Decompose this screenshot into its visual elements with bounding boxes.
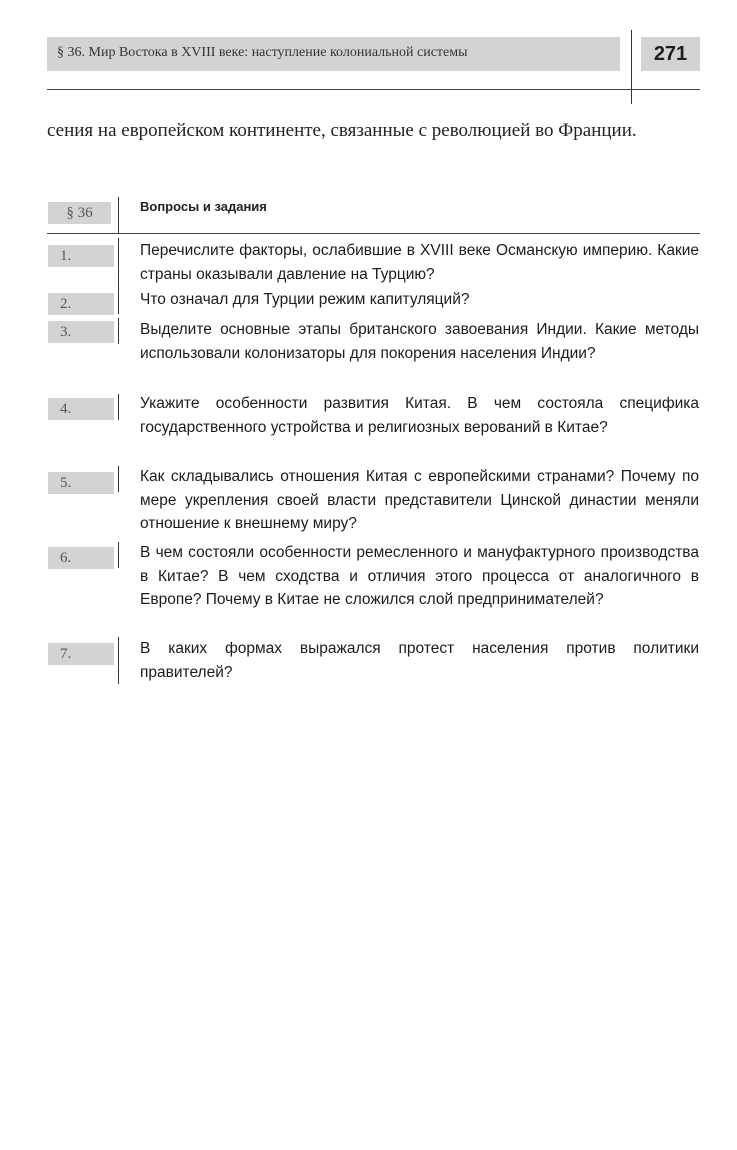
header-rule <box>47 89 700 90</box>
question-column-line <box>118 394 119 420</box>
question-number: 7. <box>48 643 114 665</box>
question-text: В чем состояли особенности ремесленного и мануфактурного производства в Китае? В чем сходства и отличия этого процесса от аналогичного в Европе? Почему в Китае не сложился слой предпринимателей? <box>140 544 699 608</box>
question-column-line <box>118 318 119 344</box>
question-text: Выделите основные этапы британского завоевания Индии. Какие методы использовали колонизаторы для покорения населения Индии? <box>140 321 699 362</box>
header-divider <box>631 30 632 104</box>
question-text: В каких формах выражался протест населения против политики правителей? <box>140 640 699 681</box>
question-column-line <box>118 288 119 314</box>
question-column-line <box>118 466 119 492</box>
section-title: Вопросы и задания <box>140 199 267 214</box>
page-number: 271 <box>653 43 688 65</box>
question-number: 6. <box>48 547 114 569</box>
question-column-line <box>118 542 119 568</box>
section-column-line <box>118 197 119 233</box>
question-number: 2. <box>48 293 114 315</box>
question-number: 4. <box>48 398 114 420</box>
intro-paragraph: сения на европейском континенте, связанные с революцией во Франции. <box>47 120 637 141</box>
question-column-line <box>118 637 119 684</box>
question-text: Перечислите факторы, ослабившие в XVIII веке Османскую империю. Какие страны оказывали давление на Турцию? <box>140 242 699 283</box>
question-number: 1. <box>48 245 114 267</box>
question-text: Как складывались отношения Китая с европейскими странами? Почему по мере укрепления своей власти представители Цинской династии меняли отношение к внешнему миру? <box>140 468 699 532</box>
section-rule <box>47 233 700 234</box>
question-text: Укажите особенности развития Китая. В чем состояла специфика государственного устройства и религиозных верований в Китае? <box>140 395 699 436</box>
question-text: Что означал для Турции режим капитуляций? <box>140 291 470 308</box>
section-badge: § 36 <box>48 202 111 224</box>
question-column-line <box>118 238 119 289</box>
running-header-title: § 36. Мир Востока в XVIII веке: наступление колониальной системы <box>57 45 468 60</box>
question-number: 3. <box>48 321 114 343</box>
question-number: 5. <box>48 472 114 494</box>
